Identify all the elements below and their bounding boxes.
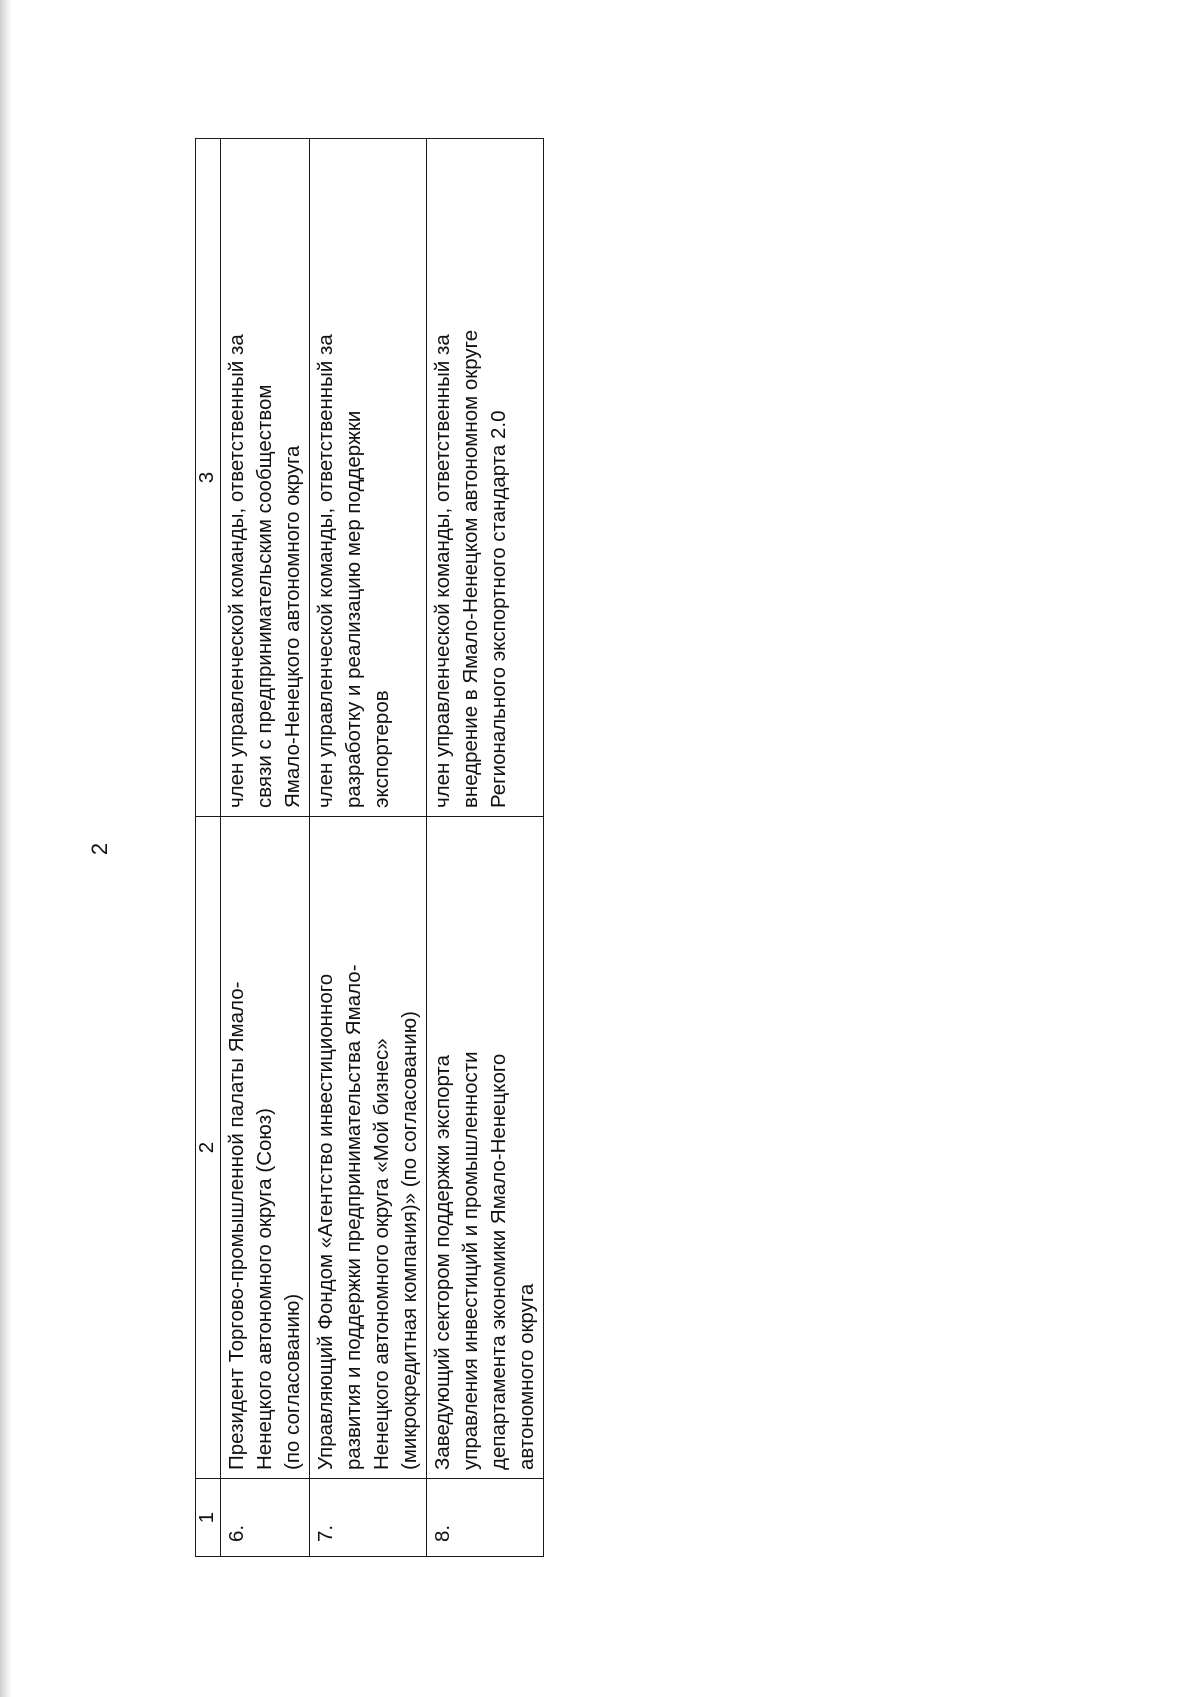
row-position: Управляющий Фондом «Агентство инвестиционного развития и поддержки предпринимательства Ямало- Ненецкого автономного округа «Мой бизнес» (микрокредитная компания)» (по согласованию)	[310, 817, 427, 1479]
row-number: 6.	[221, 1479, 310, 1557]
rotated-table-wrapper	[195, 139, 538, 1557]
header-col-3: 3	[196, 139, 221, 817]
row-role: член управленческой команды, ответственный за разработку и реализацию мер поддержки экспортеров	[310, 139, 427, 817]
page-number: 2	[87, 842, 112, 856]
header-col-2: 2	[196, 817, 221, 1479]
scan-edge-shadow	[0, 0, 12, 1697]
members-table	[195, 138, 544, 1557]
table-row	[310, 139, 427, 1557]
table-row	[427, 139, 544, 1557]
row-number: 8.	[427, 1479, 544, 1557]
row-number: 7.	[310, 1479, 427, 1557]
header-col-1: 1	[196, 1479, 221, 1557]
row-position: Президент Торгово-промышленной палаты Ямало- Ненецкого автономного округа (Союз) (по согласованию)	[221, 817, 310, 1479]
table-row	[221, 139, 310, 1557]
row-role: член управленческой команды, ответственный за внедрение в Ямало-Ненецком автономном округе Регионального экспортного стандарта 2.0	[427, 139, 544, 817]
row-position: Заведующий сектором поддержки экспорта управления инвестиций и промышленности департамента экономики Ямало-Ненецкого автономного округа	[427, 817, 544, 1479]
row-role: член управленческой команды, ответственный за связи с предпринимательским сообществом Ямало-Ненецкого автономного округа	[221, 139, 310, 817]
table-header-row	[196, 139, 221, 1557]
